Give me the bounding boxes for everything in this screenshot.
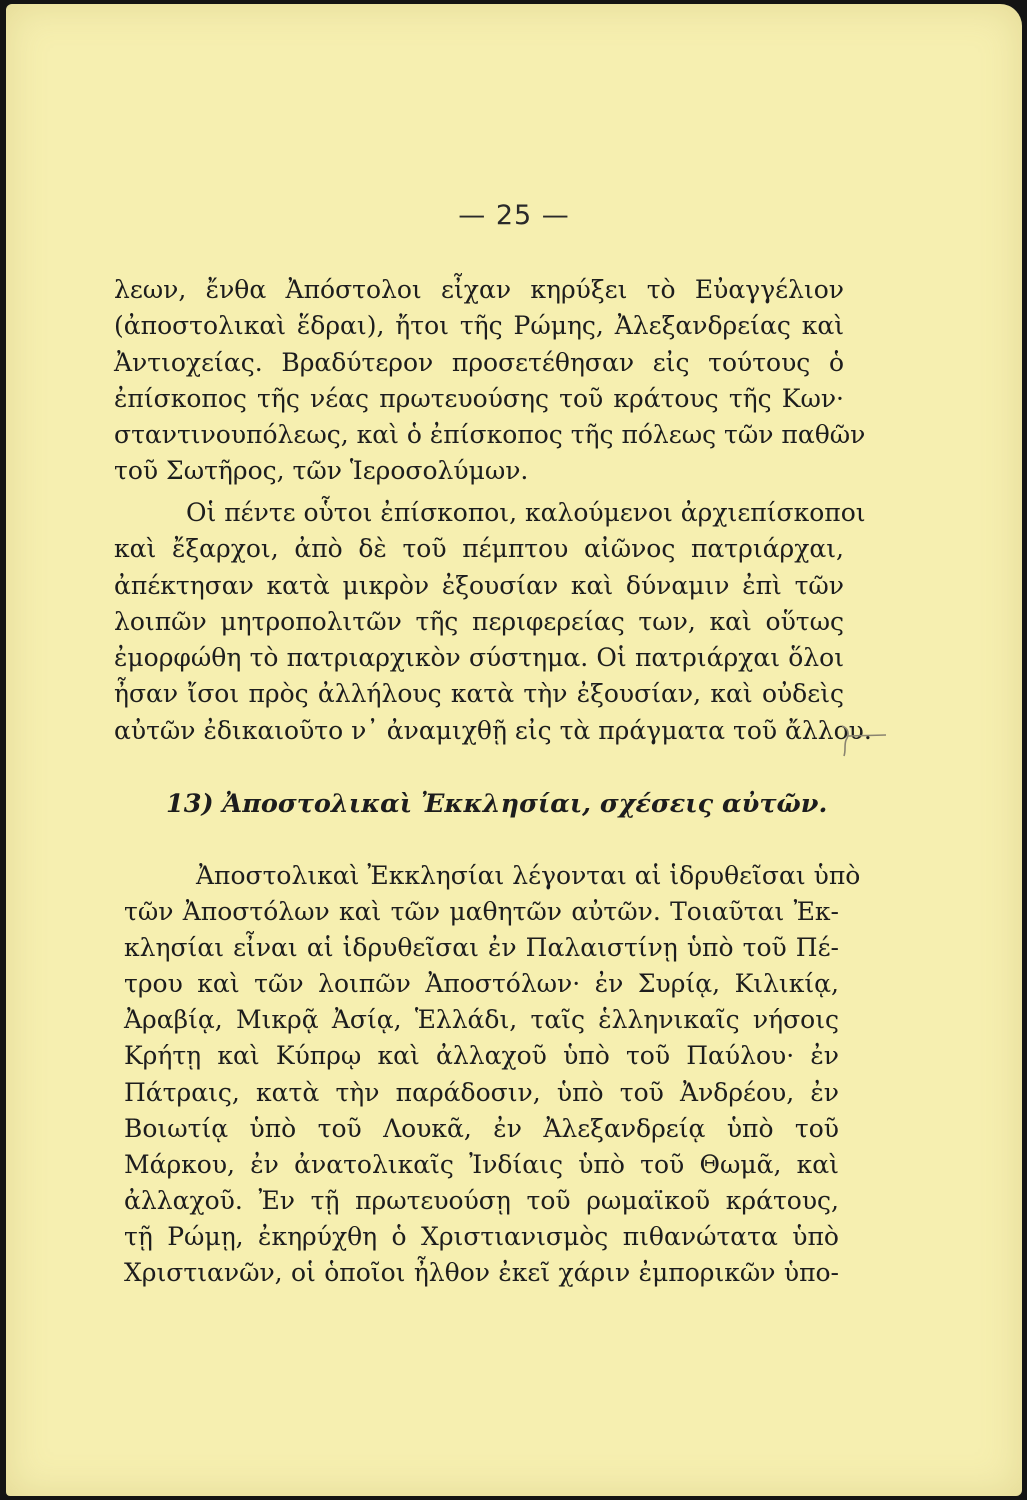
text-line: ἦσαν ἴσοι πρὸς ἀλλήλους κατὰ τὴν ἐξουσίαν, καὶ οὐδεὶς (114, 679, 844, 709)
text-line: Ἀντιοχείας. Βραδύτερον προσετέθησαν εἰς τούτους ὁ (114, 347, 844, 377)
paragraph-3 (124, 858, 861, 1291)
text-line: Ἀποστολικαὶ Ἐκκλησίαι λέγονται αἱ ἱδρυθεῖσαι ὑπὸ (196, 861, 861, 890)
text-line: Ἀραβίᾳ, Μικρᾷ Ἀσίᾳ, Ἑλλάδι, ταῖς ἑλληνικαῖς νήσοις (124, 1005, 839, 1035)
pencil-margin-mark (840, 716, 888, 764)
text-line: κλησίαι εἶναι αἱ ἱδρυθεῖσαι ἐν Παλαιστίνῃ ὑπὸ τοῦ Πέ- (124, 933, 839, 963)
text-line: λεων, ἔνθα Ἀπόστολοι εἶχαν κηρύξει τὸ Εὐαγγέλιον (114, 275, 844, 304)
text-line: ἐπίσκοπος τῆς νέας πρωτευούσης τοῦ κράτους τῆς Κων· (114, 383, 844, 413)
text-line: Κρήτῃ καὶ Κύπρῳ καὶ ἀλλαχοῦ ὑπὸ τοῦ Παύλου· ἐν (124, 1041, 839, 1071)
section-heading: 13) Ἀποστολικαὶ Ἐκκλησίαι, σχέσεις αὐτῶν. (166, 789, 828, 819)
text-line: Χριστιανῶν, οἱ ὁποῖοι ἦλθον ἐκεῖ χάριν ἐμπορικῶν ὑπο- (124, 1258, 839, 1288)
text-line: ἀπέκτησαν κατὰ μικρὸν ἐξουσίαν καὶ δύναμιν ἐπὶ τῶν (114, 570, 844, 600)
paragraph-1 (114, 272, 866, 490)
text-line: ἐμορφώθη τὸ πατριαρχικὸν σύστημα. Οἱ πατριάρχαι ὅλοι (114, 643, 844, 673)
text-line: τρου καὶ τῶν λοιπῶν Ἀποστόλων· ἐν Συρίᾳ, Κιλικίᾳ, (124, 969, 839, 999)
text-line: (ἀποστολικαὶ ἕδραι), ἤτοι τῆς Ρώμης, Ἀλεξανδρείας καὶ (114, 311, 844, 341)
page-number: — 25 — (458, 200, 570, 231)
text-line: τῇ Ρώμῃ, ἐκηρύχθη ὁ Χριστιανισμὸς πιθανώτατα ὑπὸ (124, 1221, 839, 1251)
text-line: Οἱ πέντε οὗτοι ἐπίσκοποι, καλούμενοι ἀρχιεπίσκοποι (186, 498, 866, 527)
text-line: Πάτραις, κατὰ τὴν παράδοσιν, ὑπὸ τοῦ Ἀνδρέου, ἐν (124, 1077, 839, 1107)
text-line: Βοιωτίᾳ ὑπὸ τοῦ Λουκᾶ, ἐν Ἀλεξανδρείᾳ ὑπὸ τοῦ (124, 1113, 839, 1143)
text-line: καὶ ἔξαρχοι, ἀπὸ δὲ τοῦ πέμπτου αἰῶνος πατριάρχαι, (114, 534, 844, 564)
book-page (6, 4, 1022, 1496)
text-line: ἀλλαχοῦ. Ἐν τῇ πρωτευούσῃ τοῦ ρωμαϊκοῦ κράτους, (124, 1185, 839, 1215)
text-line: αὐτῶν ἐδικαιοῦτο ν᾽ ἀναμιχθῇ εἰς τὰ πράγματα τοῦ ἄλλου. (114, 715, 872, 745)
text-line: λοιπῶν μητροπολιτῶν τῆς περιφερείας των, καὶ οὕτως (114, 606, 844, 636)
paragraph-2 (114, 495, 872, 749)
text-line: Μάρκου, ἐν ἀνατολικαῖς Ἰνδίαις ὑπὸ τοῦ Θωμᾶ, καὶ (124, 1149, 839, 1179)
text-line: τοῦ Σωτῆρος, τῶν Ἱεροσολύμων. (114, 456, 529, 486)
text-line: τῶν Ἀποστόλων καὶ τῶν μαθητῶν αὐτῶν. Τοιαῦται Ἐκ- (124, 897, 839, 927)
text-line: σταντινουπόλεως, καὶ ὁ ἐπίσκοπος τῆς πόλεως τῶν παθῶν (114, 420, 866, 450)
